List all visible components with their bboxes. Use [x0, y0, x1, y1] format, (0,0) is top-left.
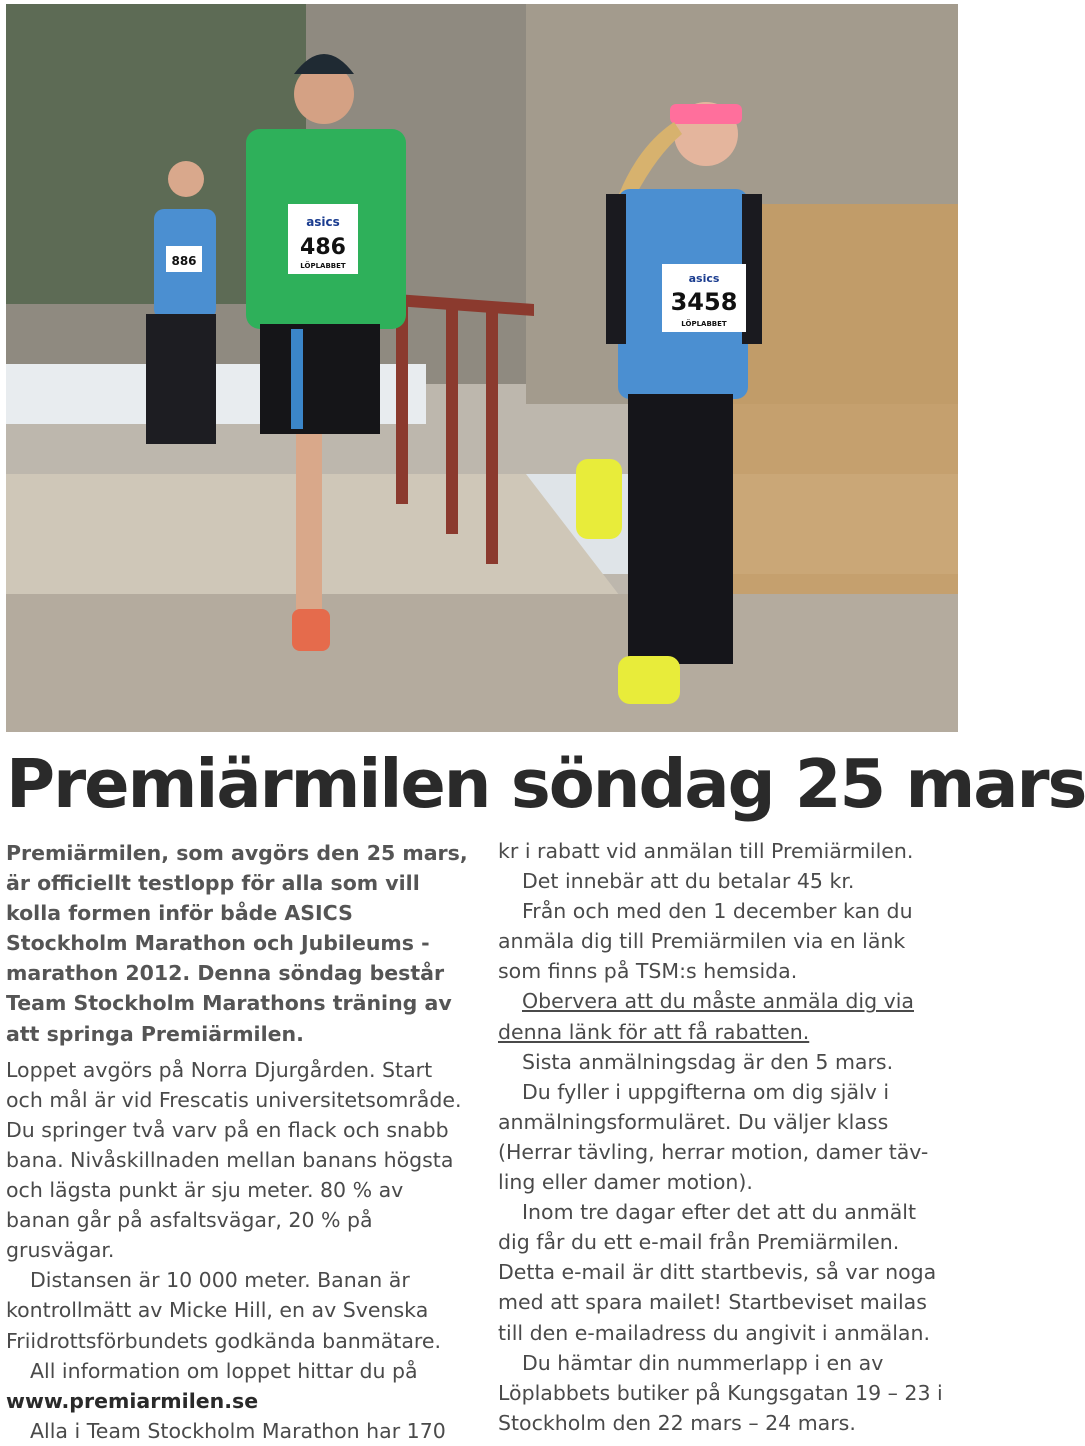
bib-3458-sponsor: LÖPLABBET: [681, 320, 727, 328]
bib-3458-text: 3458: [670, 288, 738, 316]
bib-3458-brand: asics: [688, 272, 720, 285]
paragraph-notice: Obervera att du måste anmäla dig via denna länk för att få rabatten.: [498, 989, 914, 1044]
race-photo: [6, 4, 958, 732]
paragraph-form: Du fyller i uppgifterna om dig själv i anmälningsformuläret. Du väljer klass (Herrar tävling, herrar motion, damer täv-ling eller damer motion).: [498, 1079, 929, 1195]
column-right: [498, 836, 954, 1438]
bib-486-brand: asics: [306, 215, 340, 229]
paragraph-pickup: Du hämtar din nummerlapp i en av Löplabbets butiker på Kungsgatan 19 – 23 i Stockholm den 22 mars – 24 mars.: [498, 1350, 943, 1435]
paragraph-email: Inom tre dagar efter det att du anmält dig får du ett e-mail från Premiärmilen. Detta e-mail är ditt startbevis, så var noga med att spara mailet! Startbeviset mailas till den e-mailadress du angivit i anmälan.: [498, 1200, 937, 1345]
paragraph-deadline: Sista anmälningsdag är den 5 mars.: [522, 1049, 894, 1074]
paragraph-register: Från och med den 1 december kan du anmäla dig till Premiärmilen via en länk som finns på TSM:s hemsida.: [498, 899, 913, 984]
paragraph-price: Det innebär att du betalar 45 kr.: [522, 869, 855, 894]
article-title: Premiärmilen söndag 25 mars: [6, 745, 1085, 823]
column-left: [6, 838, 468, 1446]
bib-486-text: 486: [300, 235, 346, 260]
paragraph-info: All information om loppet hittar du på: [30, 1358, 418, 1383]
bib-886-text: 886: [171, 254, 197, 268]
bib-486-sponsor: LÖPLABBET: [300, 262, 346, 270]
paragraph-distance: Distansen är 10 000 meter. Banan är kontrollmätt av Micke Hill, en av Svenska Friidrottsförbundets godkända banmätare.: [6, 1268, 441, 1353]
article-lead: Premiärmilen, som avgörs den 25 mars, är officiellt testlopp för alla som vill kolla formen inför både ASICS Stockholm Marathon och Jubileums - marathon 2012. Denna söndag består Team Stockholm Marathons träning av att springa Premiärmilen.: [6, 841, 468, 1046]
website-link[interactable]: www.premiarmilen.se: [6, 1388, 259, 1413]
paragraph-discount-start: Alla i Team Stockholm Marathon har 170: [30, 1418, 446, 1443]
paragraph-course: Loppet avgörs på Norra Djurgården. Start och mål är vid Frescatis universitetsområde. Du springer två varv på en flack och snabb bana. Nivåskillnaden mellan banans högsta och lägsta punkt är sju meter. 80 % av banan går på asfaltsvägar, 20 % på grusvägar.: [6, 1057, 462, 1263]
paragraph-discount-end: kr i rabatt vid anmälan till Premiärmilen.: [498, 839, 914, 863]
